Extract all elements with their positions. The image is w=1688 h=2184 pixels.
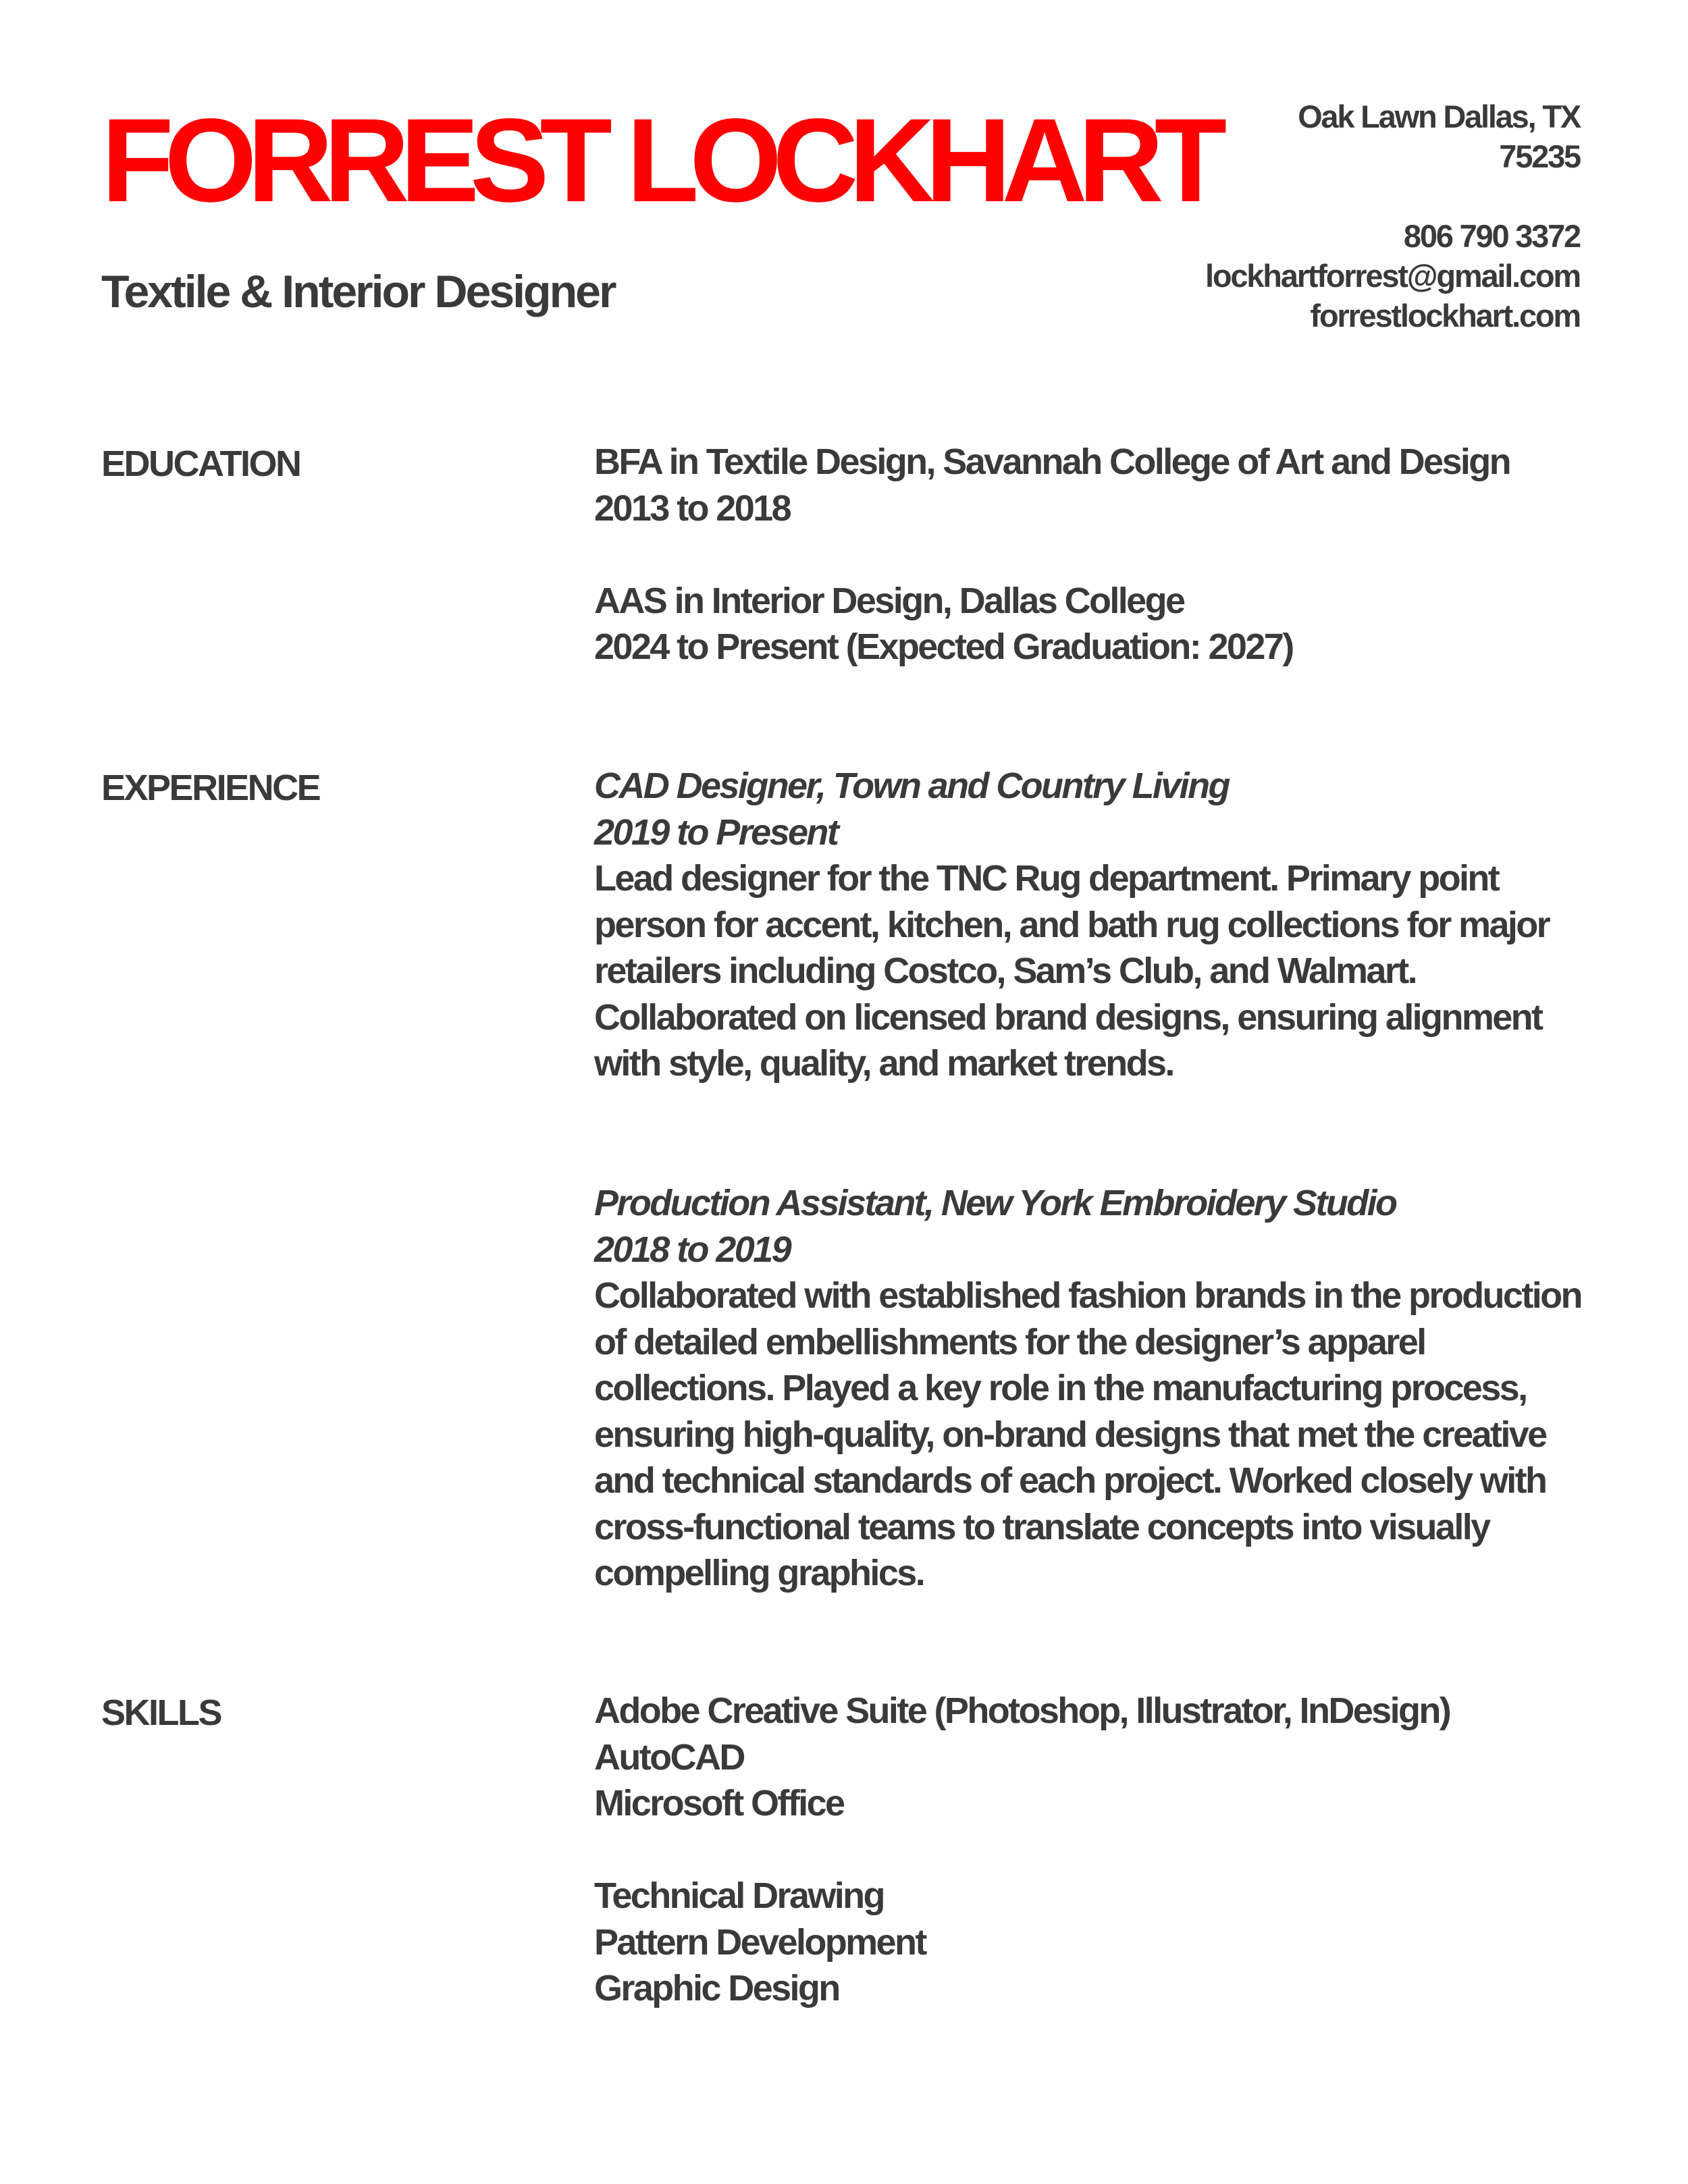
job-description-line: person for accent, kitchen, and bath rug collections for major xyxy=(594,904,1550,945)
job-description-line: collections. Played a key role in the manufacturing process, xyxy=(594,1368,1527,1408)
resume-name: FORREST LOCKHART xyxy=(101,95,1218,227)
job-position: CAD Designer, Town and Country Living xyxy=(594,766,1229,806)
education-dates: 2024 to Present (Expected Graduation: 2027) xyxy=(594,627,1293,667)
experience-entry xyxy=(594,763,1593,1087)
skill-item: Technical Drawing xyxy=(594,1875,884,1916)
job-description-line: Collaborated on licensed brand designs, ensuring alignment xyxy=(594,996,1542,1038)
job-description-line: ensuring high-quality, on-brand designs that met the creative xyxy=(594,1414,1546,1455)
experience-entry xyxy=(594,1180,1593,1597)
skill-item: Graphic Design xyxy=(594,1968,839,2008)
education-section xyxy=(594,439,1593,670)
job-description-line: retailers including Costco, Sam’s Club, and Walmart. xyxy=(594,951,1417,991)
job-description-line: cross-functional teams to translate concepts into visually xyxy=(594,1506,1489,1547)
education-degree: AAS in Interior Design, Dallas College xyxy=(594,580,1184,621)
job-description-line: Lead designer for the TNC Rug department. Primary point xyxy=(594,858,1499,899)
education-heading: EDUCATION xyxy=(101,444,300,484)
address-line-2: 75235 xyxy=(1499,138,1580,174)
skills-heading: SKILLS xyxy=(101,1693,221,1733)
contact-block xyxy=(1205,97,1580,336)
job-dates: 2019 to Present xyxy=(594,811,838,853)
email-address[interactable]: lockhartforrest@gmail.com xyxy=(1205,258,1580,294)
job-dates: 2018 to 2019 xyxy=(594,1229,791,1270)
skills-section xyxy=(594,1688,1593,2012)
job-description-line: Collaborated with established fashion brands in the production xyxy=(594,1275,1581,1316)
address-line-1: Oak Lawn Dallas, TX xyxy=(1298,99,1580,134)
skill-item: Adobe Creative Suite (Photoshop, Illustrator, InDesign) xyxy=(594,1690,1450,1731)
resume-title: Textile & Interior Designer xyxy=(101,266,615,317)
job-position: Production Assistant, New York Embroidery Studio xyxy=(594,1183,1396,1223)
skill-item: Pattern Development xyxy=(594,1921,926,1963)
skill-item: AutoCAD xyxy=(594,1736,744,1778)
job-description-line: with style, quality, and market trends. xyxy=(594,1043,1173,1084)
skill-item: Microsoft Office xyxy=(594,1783,844,1823)
education-degree: BFA in Textile Design, Savannah College of Art and Design xyxy=(594,442,1510,482)
education-entry xyxy=(594,578,1593,670)
phone-number: 806 790 3372 xyxy=(1403,218,1580,254)
job-description-line: compelling graphics. xyxy=(594,1553,924,1593)
experience-heading: EXPERIENCE xyxy=(101,768,320,808)
education-dates: 2013 to 2018 xyxy=(594,487,791,529)
education-entry xyxy=(594,439,1593,531)
job-description-line: and technical standards of each project. Worked closely with xyxy=(594,1460,1546,1501)
website-link[interactable]: forrestlockhart.com xyxy=(1310,298,1580,334)
job-description-line: of detailed embellishments for the designer’s apparel xyxy=(594,1321,1425,1362)
